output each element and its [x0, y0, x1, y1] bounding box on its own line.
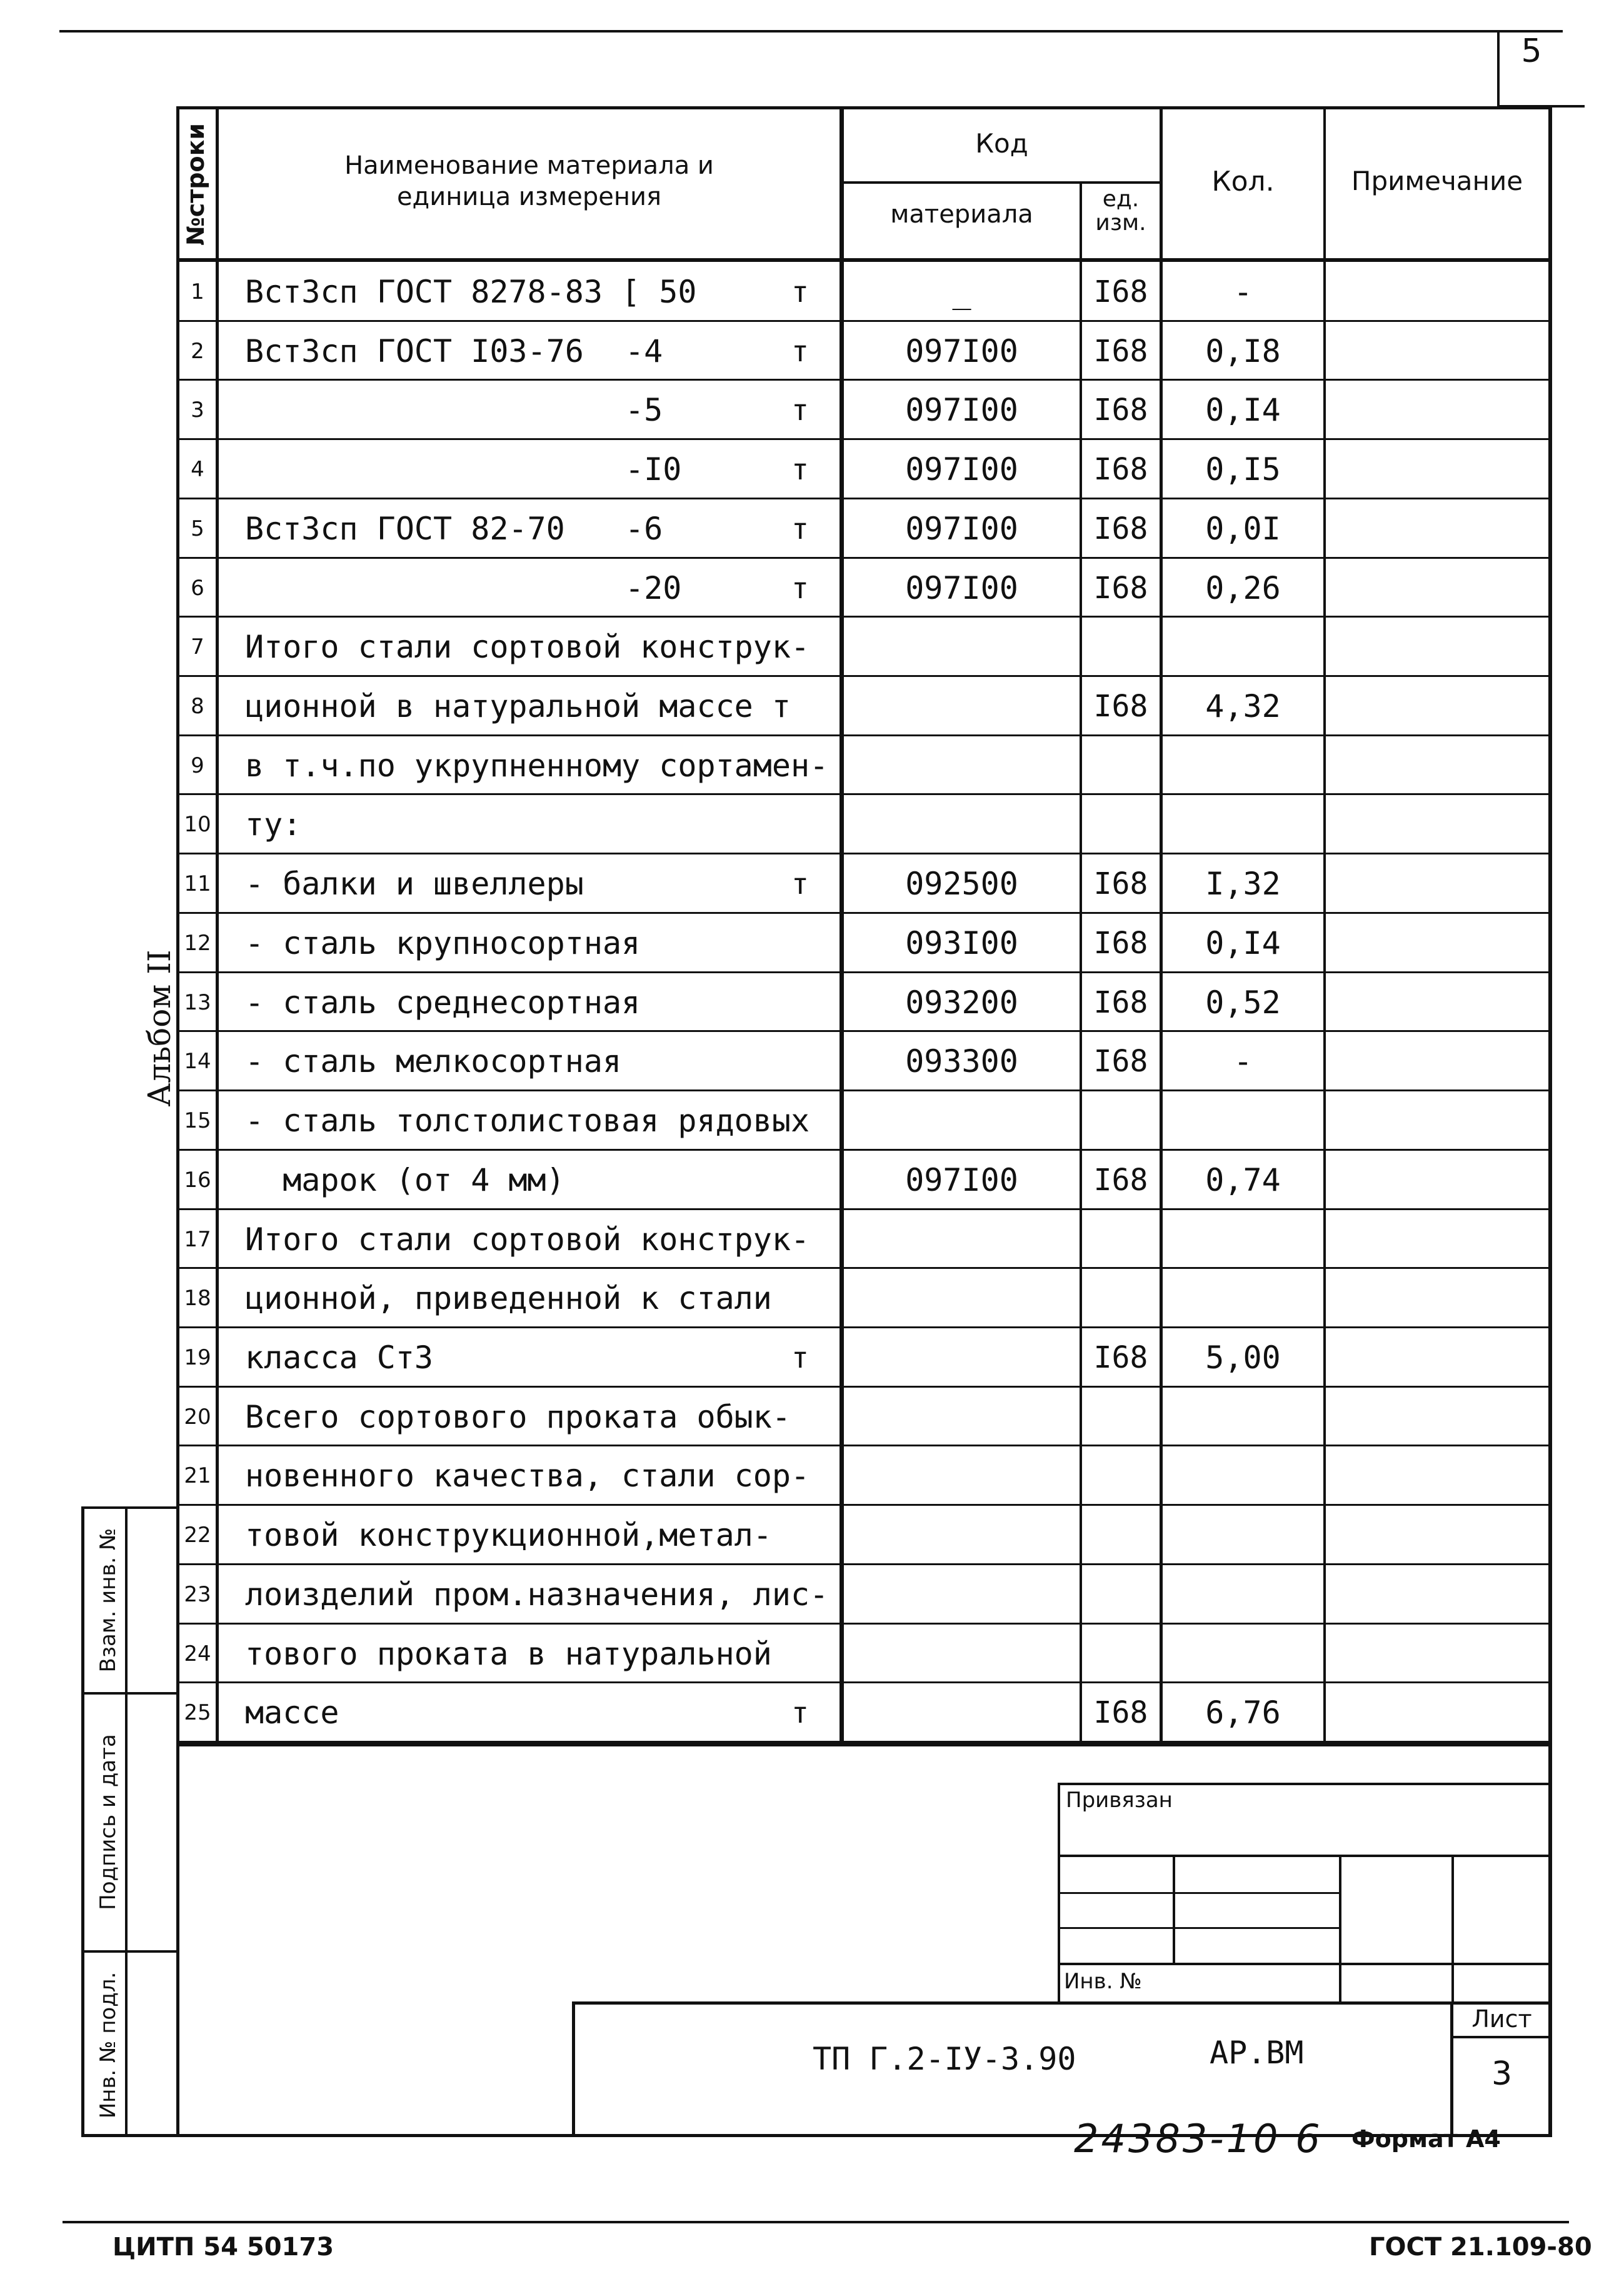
- side-stamp-bottom: [81, 2134, 1552, 2137]
- table-top-border: [176, 106, 1551, 109]
- unit-code: I68: [1093, 688, 1148, 724]
- quantity: 0,74: [1205, 1161, 1281, 1198]
- row-number: 12: [184, 930, 211, 956]
- body-bottom-border: [176, 1742, 1551, 1746]
- material-name: Итого стали сортовой конструк-: [245, 628, 810, 665]
- material-name: ту:: [245, 806, 302, 843]
- unit-code: I68: [1093, 925, 1148, 961]
- quantity: I,32: [1205, 865, 1281, 902]
- quantity: 4,32: [1205, 688, 1281, 724]
- row-number: 8: [191, 693, 204, 719]
- material-name: ВстЗсп ГОСТ 82-70: [245, 510, 565, 547]
- doc-box-top: [572, 2001, 1551, 2005]
- quantity: [1163, 1091, 1323, 1150]
- row-number: 23: [184, 1581, 211, 1607]
- material-code: 097I00: [905, 333, 1018, 369]
- row-number: 6: [191, 575, 204, 601]
- material-name: в т.ч.по укрупненному сортамен-: [245, 747, 829, 784]
- unit-code: I68: [1093, 1695, 1148, 1730]
- list-box-mid: [1450, 2036, 1551, 2038]
- quantity: 0,I4: [1205, 391, 1281, 428]
- unit-code: I68: [1093, 274, 1148, 309]
- material-code: 092500: [905, 865, 1018, 902]
- row-number: 21: [184, 1463, 211, 1488]
- footer-rule: [63, 2221, 1569, 2223]
- material-code: 097I00: [905, 391, 1018, 428]
- material-name: марок (от 4 мм): [245, 1161, 565, 1198]
- material-code: 093300: [905, 1043, 1018, 1079]
- side-stamp-left: [81, 1506, 84, 2136]
- material-code: 093200: [905, 984, 1018, 1021]
- side-stamp-top: [81, 1506, 178, 1509]
- list-box-left: [1450, 2001, 1453, 2136]
- quantity: 0,I5: [1205, 451, 1281, 488]
- material-name: тового проката в натуральной: [245, 1635, 772, 1672]
- side-stamp-line-2: [81, 1950, 178, 1953]
- unit-code: I68: [1093, 333, 1148, 369]
- material-code: 097I00: [905, 510, 1018, 547]
- unit-code: I68: [1093, 1043, 1148, 1079]
- unit-code: [1082, 1446, 1160, 1505]
- row-number: 14: [184, 1048, 211, 1074]
- row-number: 1: [191, 279, 204, 304]
- privyazan-line-1: [1058, 1855, 1551, 1857]
- profile-size: -6: [625, 510, 663, 547]
- material-code: [844, 676, 1080, 736]
- format-label: Формат А4: [1351, 2125, 1501, 2153]
- material-name: Итого стали сортовой конструк-: [245, 1221, 810, 1258]
- vzam-inv-label: Взам. инв. №: [96, 1528, 121, 1673]
- unit-code: I68: [1093, 392, 1148, 428]
- privyazan-vline-1: [1173, 1855, 1175, 1965]
- material-name: - сталь толстолистовая рядовых: [245, 1102, 810, 1139]
- top-rule: [59, 30, 1563, 33]
- material-code: [844, 1268, 1080, 1328]
- quantity: [1163, 1624, 1323, 1683]
- header-note: Примечание: [1351, 166, 1523, 196]
- material-code: [844, 1091, 1080, 1150]
- material-code: [844, 1210, 1080, 1269]
- unit-code: I68: [1093, 1340, 1148, 1375]
- material-name: класса Ст3: [245, 1339, 434, 1376]
- unit-word: т: [791, 1340, 809, 1375]
- quantity: [1163, 1446, 1323, 1505]
- unit-code: [1082, 1387, 1160, 1446]
- material-name: новенного качества, стали сор-: [245, 1457, 810, 1494]
- row-number: 20: [184, 1404, 211, 1430]
- material-code: [844, 1328, 1080, 1387]
- quantity: [1163, 617, 1323, 676]
- row-number: 17: [184, 1226, 211, 1252]
- row-number: 24: [184, 1641, 211, 1666]
- quantity: 0,I4: [1205, 924, 1281, 961]
- row-number: 19: [184, 1345, 211, 1370]
- unit-code: [1082, 1210, 1160, 1269]
- quantity: 0,26: [1205, 569, 1281, 606]
- unit-code: [1082, 794, 1160, 854]
- privyazan-vline-3: [1451, 1855, 1454, 2005]
- unit-code: I68: [1093, 511, 1148, 546]
- inv-podl-label: Инв. № подл.: [96, 1971, 121, 2119]
- quantity: [1163, 1387, 1323, 1446]
- material-name: ционной, приведенной к стали: [245, 1280, 772, 1316]
- doc-code: ТП Г.2-IУ-3.90: [813, 2041, 1076, 2077]
- row-number: 18: [184, 1285, 211, 1311]
- material-code: [844, 794, 1080, 854]
- material-name: ВстЗсп ГОСТ I03-76: [245, 333, 584, 369]
- quantity: [1163, 736, 1323, 795]
- unit-code: [1082, 617, 1160, 676]
- row-number: 13: [184, 989, 211, 1015]
- row-number: 5: [191, 516, 204, 541]
- privyazan-box-top: [1058, 1783, 1551, 1785]
- quantity: -: [1233, 273, 1253, 310]
- privyazan-line-2: [1058, 1892, 1339, 1894]
- row-number: 4: [191, 456, 204, 482]
- side-stamp-line-1: [81, 1692, 178, 1695]
- podpis-data-label: Подпись и дата: [96, 1734, 121, 1910]
- page-number-box-left: [1497, 30, 1500, 106]
- profile-size: -20: [625, 569, 682, 606]
- quantity: [1163, 1268, 1323, 1328]
- header-name: Наименование материала и единица измерения: [344, 151, 714, 211]
- inv-no-label: Инв. №: [1064, 1969, 1142, 1994]
- row-number: 9: [191, 753, 204, 778]
- quantity: 5,00: [1205, 1339, 1281, 1376]
- quantity: [1163, 794, 1323, 854]
- header-unit: ед. изм.: [1095, 186, 1146, 236]
- material-name: - сталь мелкосортная: [245, 1043, 622, 1079]
- privyazan-line-3: [1058, 1927, 1339, 1929]
- unit-code: [1082, 1091, 1160, 1150]
- privyazan-label: Привязан: [1066, 1788, 1173, 1813]
- row-number: 2: [191, 338, 204, 364]
- quantity: 0,52: [1205, 984, 1281, 1021]
- privyazan-vline-2: [1339, 1855, 1341, 2005]
- list-number: 3: [1491, 2055, 1513, 2093]
- col-divider-qty: [1323, 106, 1326, 1746]
- lower-right-border: [1548, 1744, 1552, 2136]
- unit-word: т: [791, 334, 809, 368]
- material-code: 093I00: [905, 924, 1018, 961]
- col-divider-name: [840, 106, 844, 1746]
- row-number: 22: [184, 1522, 211, 1548]
- doc-box-left: [572, 2001, 575, 2136]
- row-number: 16: [184, 1167, 211, 1193]
- material-code: 097I00: [905, 569, 1018, 606]
- material-code: [844, 736, 1080, 795]
- unit-code: I68: [1093, 1162, 1148, 1198]
- material-name: Всего сортового проката обык-: [245, 1398, 791, 1435]
- side-stamp-divider: [125, 1506, 128, 2136]
- material-name: - сталь среднесортная: [245, 984, 641, 1021]
- material-name: - балки и швеллеры: [245, 865, 584, 902]
- material-code: [844, 1387, 1080, 1446]
- footer-right: ГОСТ 21.109-80: [1369, 2233, 1592, 2261]
- material-name: массе: [245, 1694, 339, 1731]
- material-name: лоизделий пром.назначения, лис-: [245, 1576, 829, 1613]
- material-name: ВстЗсп ГОСТ 8278-83 [ 50: [245, 273, 697, 310]
- unit-code: [1082, 736, 1160, 795]
- code-subheader-line: [840, 181, 1162, 184]
- material-code: [844, 1624, 1080, 1683]
- quantity: 0,I8: [1205, 333, 1281, 369]
- material-code: [844, 1565, 1080, 1624]
- header-row-number: №строки: [182, 123, 209, 246]
- unit-code: I68: [1093, 866, 1148, 901]
- unit-word: т: [791, 571, 809, 605]
- unit-code: [1082, 1505, 1160, 1565]
- header-qty: Кол.: [1211, 166, 1275, 198]
- material-name: товой конструкционной,метал-: [245, 1516, 772, 1553]
- unit-code: [1082, 1268, 1160, 1328]
- profile-size: -5: [625, 391, 663, 428]
- unit-word: т: [791, 866, 809, 901]
- album-label: Альбом II: [141, 949, 178, 1107]
- privyazan-line-4: [1058, 1963, 1551, 1965]
- header-code: Код: [975, 128, 1028, 159]
- material-code: 097I00: [905, 1161, 1018, 1198]
- row-number: 11: [184, 871, 211, 896]
- material-code: [844, 1683, 1080, 1742]
- quantity: [1163, 1565, 1323, 1624]
- quantity: [1163, 1210, 1323, 1269]
- unit-code: [1082, 1565, 1160, 1624]
- material-code: _: [952, 273, 971, 310]
- unit-word: т: [791, 1695, 809, 1730]
- quantity: 0,0I: [1205, 510, 1281, 547]
- handwritten-number: 24383-10 6: [1074, 2116, 1323, 2161]
- material-code: [844, 1446, 1080, 1505]
- unit-code: I68: [1093, 451, 1148, 487]
- unit-word: т: [791, 274, 809, 309]
- unit-code: [1082, 1624, 1160, 1683]
- unit-word: т: [791, 452, 809, 486]
- quantity: 6,76: [1205, 1694, 1281, 1731]
- row-number: 7: [191, 634, 204, 659]
- material-code: [844, 1505, 1080, 1565]
- unit-code: I68: [1093, 984, 1148, 1020]
- unit-code: I68: [1093, 570, 1148, 606]
- row-number: 10: [184, 811, 211, 837]
- unit-word: т: [791, 393, 809, 427]
- quantity: [1163, 1505, 1323, 1565]
- profile-size: -I0: [625, 451, 682, 488]
- profile-size: -4: [625, 333, 663, 369]
- list-label: Лист: [1471, 2005, 1532, 2033]
- page-number: 5: [1521, 33, 1542, 70]
- quantity: -: [1233, 1043, 1253, 1079]
- row-number: 25: [184, 1700, 211, 1725]
- material-name: - сталь крупносортная: [245, 924, 641, 961]
- material-name: ционной в натуральной массе т: [245, 688, 791, 724]
- unit-word: т: [791, 511, 809, 546]
- material-code: [844, 617, 1080, 676]
- header-material: материала: [890, 200, 1033, 229]
- row-number: 15: [184, 1108, 211, 1133]
- footer-left: ЦИТП 54 50173: [113, 2233, 334, 2261]
- doc-mark: АР.ВМ: [1210, 2035, 1304, 2071]
- row-number: 3: [191, 397, 204, 423]
- material-code: 097I00: [905, 451, 1018, 488]
